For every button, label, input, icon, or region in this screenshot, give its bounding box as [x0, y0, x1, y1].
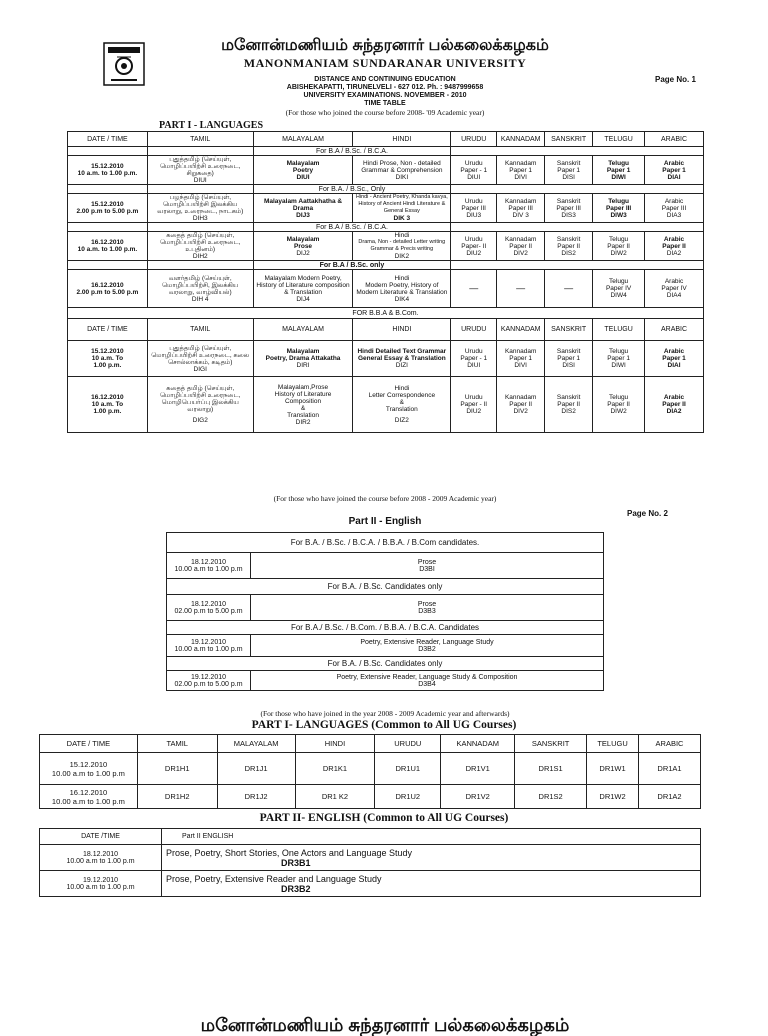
col-urudu: URUDU: [375, 735, 441, 753]
kannadam-dash: —: [497, 270, 545, 308]
paper: Paper II: [662, 401, 686, 408]
col-arabic: ARABIC: [645, 319, 704, 341]
code: DIA3: [666, 211, 682, 219]
code: DIVI: [514, 362, 527, 369]
table-row: [40, 785, 701, 809]
malayalam-subject-line3: Composition: [284, 397, 322, 405]
col-english: Part II ENGLISH: [162, 829, 701, 845]
arabic-subject: Arabic: [664, 197, 684, 205]
malayalam-subject: Malayalam,Prose: [277, 383, 329, 391]
malayalam-subject-line5: Translation: [287, 411, 319, 419]
section-label: FOR B.B.A & B.Com.: [68, 308, 704, 319]
col-arabic: ARABIC: [639, 735, 701, 753]
page-number-1: Page No. 1: [655, 75, 696, 84]
code: DIS2: [561, 408, 576, 415]
date: 15.12.2010: [91, 201, 124, 208]
section-label: For B.A / B.Sc. only: [253, 261, 451, 270]
urudu-dash: —: [451, 270, 497, 308]
section-label: For B.A. / B.Sc., Only: [253, 185, 451, 194]
code: DIR2: [295, 418, 311, 426]
time-end: 1.00 p.m.: [93, 408, 122, 415]
code: DIJ3: [296, 211, 310, 219]
part2-common-table: [39, 828, 701, 897]
code: DIWI: [611, 173, 626, 181]
telugu-subject: Telugu: [609, 348, 629, 355]
paper: Paper IV: [605, 285, 632, 292]
code-malayalam: DR1J1: [217, 753, 295, 785]
code: DIAI: [667, 362, 681, 369]
hindi-subject-line2: Drama, Non - detailed Letter writing Grammar & Precis writing: [358, 239, 446, 252]
exam-line: UNIVERSITY EXAMINATIONS. NOVEMBER - 2010: [303, 92, 467, 99]
code-tamil: DR1H1: [137, 753, 217, 785]
paper: Paper 1: [662, 355, 686, 362]
paper: Paper 1: [509, 355, 533, 362]
urudu-subject: Urudu: [464, 394, 483, 401]
col-hindi: HINDI: [353, 319, 451, 341]
table-header-row: [68, 132, 704, 147]
sanskrit-dash: —: [545, 270, 593, 308]
sanskrit-subject: Sanskrit: [556, 348, 581, 355]
code-sanskrit: DR1S1: [515, 753, 587, 785]
kannadam-subject: Kannadam: [504, 348, 537, 355]
col-date: DATE / TIME: [40, 735, 138, 753]
date: 19.12.2010: [190, 673, 227, 681]
code: DISI: [562, 362, 575, 369]
code-kannadam: DR1V2: [441, 785, 515, 809]
subject: Poetry, Extensive Reader, Language Study & Composition: [336, 673, 518, 681]
code: DIK2: [394, 253, 410, 260]
code: DIKI: [395, 173, 409, 181]
hindi-subject-line2: Letter Correspondence: [368, 392, 436, 399]
time: 10.00 a.m to 1.00 p.m: [174, 565, 243, 573]
code: DIG2: [192, 417, 208, 424]
code: DIU2: [466, 249, 482, 257]
col-kannadam: KANNADAM: [497, 319, 545, 341]
hindi-subject: Hindi: [394, 232, 410, 239]
malayalam-subject: Malayalam Aattakhatha &: [263, 197, 343, 205]
code: DIUI: [296, 173, 310, 181]
urudu-subject: Urudu: [464, 197, 483, 205]
paper: Paper II: [662, 242, 686, 250]
malayalam-subject-line2: Drama: [292, 204, 314, 212]
code: DIUI: [193, 177, 207, 184]
code: DIV2: [513, 408, 528, 415]
code: DIVI: [514, 173, 527, 181]
code-hindi: DR1 K2: [295, 785, 375, 809]
sanskrit-subject: Sanskrit: [556, 159, 581, 167]
section-label: For B.A / B.Sc. / B.C.A.: [253, 147, 451, 156]
table-row: [40, 845, 701, 871]
table-row: [68, 232, 704, 261]
date: 19.12.2010: [190, 638, 227, 646]
part3-note: (For those who have joined in the year 2008 - 2009 Academic year and afterwards): [260, 709, 510, 718]
table-row: [40, 871, 701, 897]
code-sanskrit: DR1S2: [515, 785, 587, 809]
subject: Prose, Poetry, Short Stories, One Actors and Language Study: [166, 847, 412, 858]
col-tamil: TAMIL: [147, 319, 253, 341]
code: DIAI: [667, 173, 681, 181]
code: DR3B1: [281, 857, 311, 868]
col-urudu: URUDU: [451, 132, 497, 147]
urudu-subject: Urudu: [464, 159, 483, 167]
hindi-subject-line3: &: [399, 399, 405, 406]
malayalam-subject-line2: Poetry: [292, 166, 314, 174]
date: 18.12.2010: [82, 850, 119, 858]
english-university-title: MANONMANIAM SUNDARANAR UNIVERSITY: [243, 56, 527, 70]
col-telugu: TELUGU: [593, 132, 645, 147]
hindi-subject: Hindi Detailed Text Grammar: [357, 348, 447, 355]
arabic-subject: Arabic: [663, 159, 685, 167]
kannadam-subject: Kannadam: [504, 235, 537, 243]
code-telugu: DR1W1: [587, 753, 639, 785]
department-line: DISTANCE AND CONTINUING EDUCATION: [314, 76, 456, 83]
code-tamil: DR1H2: [137, 785, 217, 809]
col-arabic: ARABIC: [645, 132, 704, 147]
col-telugu: TELUGU: [587, 735, 639, 753]
code: DIUI: [467, 173, 481, 181]
code: DIV 3: [512, 211, 529, 219]
code: DIS3: [561, 211, 576, 219]
section-label: For B.A. / B.Sc. Candidates only: [167, 579, 604, 595]
malayalam-subject: Malayalam Modern Poetry, History of Literature composition & Translation: [256, 274, 350, 296]
paper: Paper- II: [461, 242, 487, 250]
part2-english-table: [166, 532, 604, 691]
address-line: ABISHEKAPATTI, TIRUNELVELI - 627 012. Ph. : 9487999658: [286, 84, 484, 91]
time-end: 1.00 p.m.: [93, 362, 122, 369]
code: DIV2: [513, 249, 528, 257]
code: DIUI: [467, 362, 481, 369]
col-urudu: URUDU: [451, 319, 497, 341]
part1-timetable: [67, 131, 704, 433]
col-tamil: TAMIL: [137, 735, 217, 753]
subject: Poetry, Extensive Reader, Language Study: [360, 638, 494, 646]
arabic-subject: Arabic: [663, 235, 685, 243]
code: DIU3: [466, 211, 482, 219]
paper: Paper 1: [557, 166, 581, 174]
col-tamil: TAMIL: [147, 132, 253, 147]
hindi-subject-line4: Translation: [385, 406, 418, 413]
section-label: For B.A. / B.Sc. Candidates only: [167, 657, 604, 671]
paper: Paper III: [661, 204, 687, 212]
col-hindi: HINDI: [353, 132, 451, 147]
time: 10.00 a.m to 1.00 p.m: [174, 645, 243, 653]
code: DIZI: [395, 362, 408, 369]
paper: Paper 1: [662, 166, 686, 174]
timetable-line: TIME TABLE: [364, 100, 406, 107]
code-urudu: DR1U2: [375, 785, 441, 809]
tamil-subject: கதைத் தமிழ் (செய்யுள், மொழிப்பயிற்சி உரைநடை, உபுதினம்): [159, 232, 241, 253]
tamil-subject: புதுத்தமிழ் (செய்யுள், மொழிப்பயிற்சி உரைநடை, சிறுகதை): [159, 156, 241, 177]
code: D3BI: [419, 565, 435, 573]
table-row: [167, 595, 604, 621]
telugu-subject: Telugu: [608, 159, 630, 167]
arabic-subject: Arabic: [664, 278, 684, 285]
hindi-subject-line2: Modern Poetry, History of Modern Literature & Translation: [356, 281, 448, 296]
col-malayalam: MALAYALAM: [253, 319, 353, 341]
telugu-subject: Telugu: [609, 235, 629, 243]
malayalam-subject-line4: &: [300, 404, 306, 412]
date: 16.12.2010: [69, 787, 108, 797]
table-header-row: [40, 829, 701, 845]
paper: Paper - 1: [460, 355, 488, 362]
code: DIWI: [611, 362, 626, 369]
paper: Paper III: [556, 204, 581, 212]
code: DIH2: [192, 253, 208, 260]
urudu-subject: Urudu: [464, 348, 483, 355]
hindi-subject: Hindi - Ancient Poetry, Khanda kavya, History of Ancient Hindi Literature & General Essay: [355, 194, 448, 214]
sanskrit-subject: Sanskrit: [556, 197, 581, 205]
code: DIJ4: [296, 295, 310, 303]
paper: Paper II: [509, 242, 533, 250]
code: D3B2: [418, 645, 436, 653]
code: DIGI: [193, 365, 207, 373]
time: 10 a.m. To: [91, 401, 124, 408]
hindi-subject: Hindi: [394, 385, 410, 392]
code-kannadam: DR1V1: [441, 753, 515, 785]
col-date: DATE / TIME: [68, 132, 148, 147]
telugu-subject: Telugu: [609, 394, 629, 401]
section-label: For B.A./ B.Sc. / B.Com. / B.B.A. / B.C.A. Candidates: [167, 621, 604, 635]
paper: Paper II: [607, 401, 630, 408]
subject: Prose: [417, 600, 437, 608]
col-date: DATE / TIME: [68, 319, 148, 341]
code-arabic: DR1A2: [639, 785, 701, 809]
malayalam-subject: Malayalam: [286, 348, 320, 355]
kannadam-subject: Kannadam: [504, 394, 537, 401]
code: DIU2: [466, 408, 482, 415]
time: 10.00 a.m to 1.00 p.m: [66, 883, 135, 891]
paper: Paper - 1: [460, 166, 488, 174]
time: 10.00 a.m to 1.00 p.m: [51, 796, 125, 806]
col-sanskrit: SANSKRIT: [545, 319, 593, 341]
section-label: For B.A / B.Sc. / B.C.A.: [253, 223, 451, 232]
code-malayalam: DR1J2: [217, 785, 295, 809]
table-row: [68, 270, 704, 308]
paper: Paper 1: [557, 355, 581, 362]
col-date: DATE /TIME: [40, 829, 162, 845]
time: 10 a.m. to 1.00 p.m.: [77, 246, 138, 253]
tamil-subject: புதுத்தமிழ் (செய்யுள், மொழிப்பயிற்சி உரைநடை, கலை சொல்லாக்கம், கடிதம்): [151, 344, 250, 366]
tamil-subject: வளர்தமிழ் (செய்யுள், மொழிப்பயிற்சி, இலக்கிய வரலாறு, வாழ்வியல்): [162, 274, 239, 296]
telugu-subject: Telugu: [609, 278, 629, 285]
paper: Paper III: [605, 204, 632, 212]
date: 15.12.2010: [69, 759, 108, 769]
date: 15.12.2010: [91, 163, 124, 170]
time: 2.00 p.m to 5.00 p.m: [76, 208, 139, 215]
code: DR3B2: [281, 883, 311, 894]
code: D3B4: [418, 680, 436, 688]
tamil-university-title: மனோன்மணியம் சுந்தரனார் பல்கலைக்கழகம்: [221, 37, 549, 54]
date: 15.12.2010: [91, 348, 124, 355]
table-row: [68, 156, 704, 185]
date: 18.12.2010: [190, 558, 227, 566]
code: DIZ2: [394, 417, 409, 424]
arabic-subject: Arabic: [663, 394, 685, 401]
col-malayalam: MALAYALAM: [217, 735, 295, 753]
table-row: [68, 377, 704, 433]
tamil-subject: பழந்தமிழ் (செய்யுள், மொழிப்பயிற்சி இலக்கிய வரலாறு, உரைநடை, நாடகம்): [157, 194, 244, 215]
paper: Paper II: [557, 242, 581, 250]
table-row: [167, 635, 604, 657]
sanskrit-subject: Sanskrit: [556, 394, 581, 401]
col-telugu: TELUGU: [593, 319, 645, 341]
time: 02.00 p.m to 5.00 p.m: [174, 607, 243, 615]
time: 10 a.m. to 1.00 p.m.: [77, 170, 138, 177]
table-header-row-2: [68, 319, 704, 341]
part1-common-table: [39, 734, 701, 809]
col-kannadam: KANNADAM: [441, 735, 515, 753]
sanskrit-subject: Sanskrit: [556, 235, 581, 243]
subject: Prose, Poetry, Extensive Reader and Language Study: [166, 873, 382, 884]
page-number-2: Page No. 2: [627, 509, 668, 518]
time: 10 a.m. To: [91, 355, 124, 362]
col-hindi: HINDI: [295, 735, 375, 753]
part1-languages-title: PART I - LANGUAGES: [159, 120, 264, 131]
time: 10.00 a.m to 1.00 p.m: [51, 768, 125, 778]
code: DIW2: [610, 249, 627, 257]
hindi-subject-line2: Grammar & Comprehension: [361, 166, 443, 174]
section-label: For B.A. / B.Sc. / B.C.A. / B.B.A. / B.Com candidates.: [167, 533, 604, 553]
code: DIA2: [666, 408, 682, 415]
paper: Paper - II: [460, 401, 488, 408]
col-kannadam: KANNADAM: [497, 132, 545, 147]
paper: Paper III: [508, 204, 533, 212]
date: 19.12.2010: [82, 876, 119, 884]
col-malayalam: MALAYALAM: [253, 132, 353, 147]
paper: Paper III: [461, 204, 486, 212]
table-row: [167, 553, 604, 579]
paper: Paper IV: [661, 285, 687, 292]
code: DIA4: [666, 292, 682, 299]
paper: Paper 1: [509, 166, 533, 174]
col-sanskrit: SANSKRIT: [545, 132, 593, 147]
date: 16.12.2010: [91, 239, 124, 246]
part2-note: (For those who have joined the course before 2008 - 2009 Academic year): [273, 494, 497, 503]
part2-english-title: Part II - English: [348, 516, 422, 527]
col-sanskrit: SANSKRIT: [515, 735, 587, 753]
joined-note: (For those who joined the course before 2008- '09 Academic year): [285, 108, 485, 117]
code: DIW2: [610, 408, 627, 415]
paper: Paper II: [607, 242, 630, 250]
table-row: [167, 671, 604, 691]
tamil-subject: கதைத் தமிழ் (செய்யுள், மொழிப்பயிற்சி உரைநடை, மொழிபெயர்ப்பு இலக்கிய வரலாறு): [159, 385, 241, 413]
code-hindi: DR1K1: [295, 753, 375, 785]
malayalam-subject: Malayalam: [286, 235, 320, 243]
paper: Paper II: [557, 401, 581, 408]
paper: Paper 1: [606, 166, 631, 174]
malayalam-subject: Malayalam: [286, 159, 320, 167]
table-header-row: [40, 735, 701, 753]
time: 10.00 a.m to 1.00 p.m: [66, 857, 135, 865]
date: 16.12.2010: [91, 394, 124, 401]
table-row: [68, 194, 704, 223]
date: 18.12.2010: [190, 600, 227, 608]
university-logo: [103, 42, 145, 86]
code: DIJ2: [296, 249, 310, 257]
hindi-subject: Hindi Prose, Non - detailed: [363, 159, 441, 167]
part2-english-common-title: PART II- ENGLISH (Common to All UG Courses): [259, 812, 509, 824]
table-row: [68, 341, 704, 377]
code: DIA2: [666, 249, 682, 257]
hindi-subject: Hindi: [394, 274, 410, 282]
date: 16.12.2010: [91, 281, 124, 289]
code: DIK 3: [393, 215, 411, 222]
code: DIW4: [610, 292, 627, 299]
arabic-subject: Arabic: [663, 348, 685, 355]
kannadam-subject: Kannadam: [504, 159, 537, 167]
subject: Prose: [417, 558, 437, 566]
code: DIK4: [394, 295, 410, 303]
urudu-subject: Urudu: [464, 235, 483, 243]
code-telugu: DR1W2: [587, 785, 639, 809]
code: D3B3: [418, 607, 436, 615]
code: DIRI: [296, 362, 310, 369]
kannadam-subject: Kannadam: [504, 197, 537, 205]
malayalam-subject-line2: Poetry, Drama Attakatha: [265, 355, 341, 362]
telugu-subject: Telugu: [608, 197, 630, 205]
code-urudu: DR1U1: [375, 753, 441, 785]
code: DIH3: [192, 215, 208, 222]
malayalam-subject-line2: Prose: [293, 242, 313, 250]
part1-languages-common-title: PART I- LANGUAGES (Common to All UG Courses): [251, 719, 517, 731]
hindi-subject-line2: General Essay & Translation: [357, 355, 446, 362]
time: 2.00 p.m to 5.00 p.m: [76, 288, 139, 296]
next-page-tamil-title: மனோன்மணியம் சுந்தரனார் பல்கலைக்கழகம்: [200, 1015, 570, 1035]
paper: Paper 1: [607, 355, 630, 362]
paper: Paper II: [509, 401, 533, 408]
code: DIH 4: [191, 295, 209, 303]
code: DIS2: [561, 249, 576, 257]
code-arabic: DR1A1: [639, 753, 701, 785]
time: 02.00 p.m to 5.00 p.m: [174, 680, 243, 688]
malayalam-subject-line2: History of Literature: [274, 390, 332, 398]
table-row: [40, 753, 701, 785]
code: DISI: [562, 173, 575, 181]
code: DIW3: [610, 211, 627, 219]
